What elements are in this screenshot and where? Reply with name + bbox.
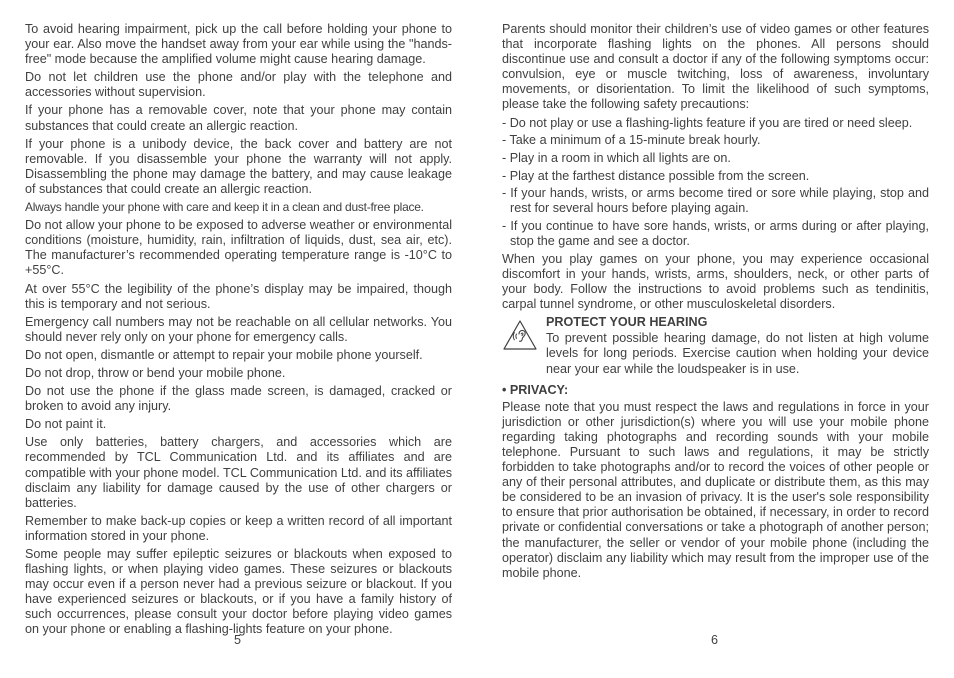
list-item: - Play at the farthest distance possible from the screen. (502, 168, 810, 183)
protect-hearing-section (502, 315, 929, 376)
display-legibility-paragraph: At over 55°C the legibility of the phone’s display may be impaired, though this is temporary and not serious. (25, 281, 452, 311)
unibody-device-paragraph: If your phone is a unibody device, the back cover and battery are not removable. If you disassemble your phone the warranty will not apply. Disassembling the phone may damage the battery, and may cause leakage of substances that could create an allergic reaction. (25, 136, 452, 196)
page-number-right: 6 (711, 633, 719, 647)
privacy-heading: • PRIVACY: (502, 382, 569, 397)
list-item: - If your hands, wrists, or arms become tired or sore while playing, stop and rest for several hours before playing again. (502, 186, 929, 216)
privacy-paragraph: Please note that you must respect the laws and regulations in force in your jurisdiction or other jurisdiction(s) where you will use your mobile phone regarding taking photographs and recording sounds with your mobile telephone. Pursuant to such laws and regulations, it may be strictly forbidden to take photographs and/or to record the voices of other people or any of their personal attributes, and duplicate or distribute them, as this may be considered to be an invasion of privacy. It is the user's sole responsibility to ensure that prior authorisation be obtained, if necessary, in order to record private or confidential conversations or take a photograph of another person; the manufacturer, the seller or vendor of your mobile phone (including the operator) disclaim any liability which may result from the improper use of the mobile phone. (502, 399, 929, 580)
damaged-glass-paragraph: Do not use the phone if the glass made screen, is damaged, cracked or broken to avoid any injury. (25, 384, 452, 414)
list-item: - Do not play or use a flashing-lights feature if you are tired or need sleep. (502, 115, 913, 130)
right-page (502, 22, 929, 584)
handle-with-care-paragraph: Always handle your phone with care and keep it in a clean and dust-free place. (25, 200, 424, 215)
do-not-drop-paragraph: Do not drop, throw or bend your mobile phone. (25, 365, 286, 380)
removable-cover-paragraph: If your phone has a removable cover, note that your phone may contain substances that could create an allergic reaction. (25, 103, 452, 133)
left-page (25, 22, 452, 641)
hearing-warning-icon (502, 319, 538, 351)
epileptic-seizures-paragraph: Some people may suffer epileptic seizures or blackouts when exposed to flashing lights, or when playing video games. These seizures or blackouts may occur even if a person never had a previous seizure or blackout. If you have experienced seizures or blackouts, or if you have a family history of such occurrences, please consult your doctor before playing video games on your phone or enabling a flashing-lights feature on your phone. (25, 547, 452, 637)
parents-monitor-paragraph: Parents should monitor their children’s use of video games or other features that incorporate flashing lights on the phones. All persons should discontinue use and consult a doctor if any of the following symptoms occur: convulsion, eye or muscle twitching, loss of awareness, involuntary movements, or disorientation. To limit the likelihood of such symptoms, please take the following safety precautions: (502, 22, 929, 112)
protect-hearing-title: PROTECT YOUR HEARING (546, 315, 708, 330)
protect-hearing-text: To prevent possible hearing damage, do not listen at high volume levels for long periods. Exercise caution when holding your device near your ear while the loudspeaker is in use. (546, 331, 929, 376)
backup-paragraph: Remember to make back-up copies or keep a written record of all important information stored in your phone. (25, 513, 452, 543)
do-not-repair-paragraph: Do not open, dismantle or attempt to repair your mobile phone yourself. (25, 347, 423, 362)
precautions-list (502, 116, 929, 250)
hearing-impairment-paragraph: To avoid hearing impairment, pick up the call before holding your phone to your ear. Also move the handset away from your ear while using the "hands-free" mode because the amplified volume might cause hearing damage. (25, 22, 452, 67)
children-supervision-paragraph: Do not let children use the phone and/or play with the telephone and accessories without supervision. (25, 70, 452, 100)
list-item: - If you continue to have sore hands, wrists, or arms during or after playing, stop the game and see a doctor. (502, 219, 929, 249)
emergency-calls-paragraph: Emergency call numbers may not be reachable on all cellular networks. You should never rely only on your phone for emergency calls. (25, 314, 452, 344)
weather-conditions-paragraph: Do not allow your phone to be exposed to adverse weather or environmental conditions (moisture, humidity, rain, infiltration of liquids, dust, sea air, etc). The manufacturer’s recommended operating temperature range is -10°C to +55°C. (25, 218, 452, 278)
list-item: - Play in a room in which all lights are on. (502, 150, 731, 165)
list-item: - Take a minimum of a 15-minute break hourly. (502, 133, 761, 148)
do-not-paint-paragraph: Do not paint it. (25, 417, 107, 432)
page-number-left: 5 (234, 633, 242, 647)
discomfort-paragraph: When you play games on your phone, you may experience occasional discomfort in your hands, wrists, arms, shoulders, neck, or other parts of your body. Follow the instructions to avoid problems such as tendinitis, carpal tunnel syndrome, or other musculoskeletal disorders. (502, 251, 929, 312)
batteries-chargers-paragraph: Use only batteries, battery chargers, and accessories which are recommended by TCL Communication Ltd. and its affiliates and are compatible with your phone model. TCL Communication Ltd. and its affiliates disclaim any liability for damage caused by the use of other chargers or batteries. (25, 435, 452, 510)
